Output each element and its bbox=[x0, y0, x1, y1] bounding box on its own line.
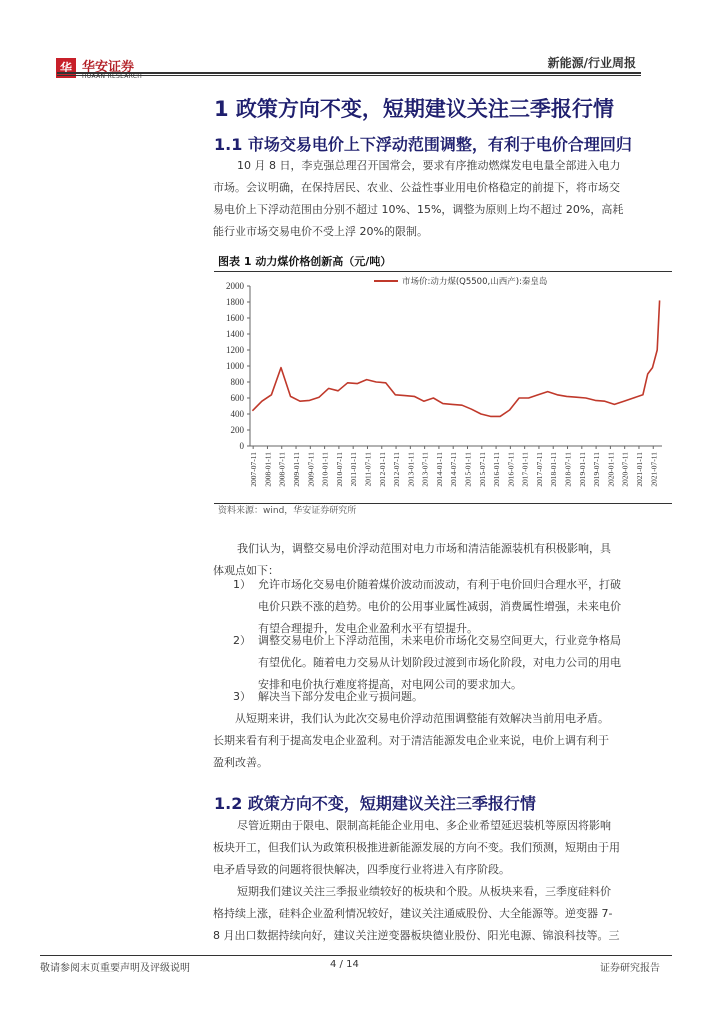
y-tick-label: 1000 bbox=[226, 361, 244, 371]
text-line: 尽管近期由于限电、限制高耗能企业用电、多企业希望延迟装机等原因将影响 bbox=[237, 819, 611, 832]
logo-english: HUAAN RESEARCH bbox=[82, 73, 143, 80]
footer-rule bbox=[40, 955, 672, 956]
text-line: 10 月 8 日，李克强总理召开国常会，要求有序推动燃煤发电电量全部进入电力 bbox=[237, 159, 621, 172]
text-line: 解决当下部分发电企业亏损问题。 bbox=[258, 690, 423, 703]
text-line: 有望合理提升，发电企业盈利水平有望提升。 bbox=[258, 622, 478, 635]
logo-text: 华安证券 bbox=[82, 60, 135, 75]
y-tick-label: 800 bbox=[230, 377, 244, 387]
x-tick-label: 2012-07-11 bbox=[392, 452, 402, 487]
page-number: 4 / 14 bbox=[330, 959, 359, 970]
x-tick-label: 2008-07-11 bbox=[277, 452, 287, 487]
x-tick-label: 2020-01-11 bbox=[606, 452, 616, 487]
y-tick-label: 600 bbox=[230, 393, 244, 403]
text-line: 长期来看有利于提高发电企业盈利。对于清洁能源发电企业来说，电价上调有利于 bbox=[213, 734, 609, 747]
text-line: 允许市场化交易电价随着煤价波动而波动，有利于电价回归合理水平，打破 bbox=[258, 578, 621, 591]
text-line: 调整交易电价上下浮动范围，未来电价市场化交易空间更大，行业竞争格局 bbox=[258, 634, 621, 647]
logo-mark: 华 bbox=[56, 58, 76, 78]
section-heading-1-1: 1.1 市场交易电价上下浮动范围调整，有利于电价合理回归 bbox=[214, 135, 632, 154]
x-tick-label: 2021-01-11 bbox=[634, 452, 644, 487]
x-tick-label: 2014-01-11 bbox=[434, 452, 444, 487]
x-tick-label: 2008-01-11 bbox=[263, 452, 273, 487]
chart-legend bbox=[374, 276, 547, 287]
section-1-1-body bbox=[213, 155, 673, 243]
y-tick-label: 200 bbox=[230, 425, 244, 435]
y-axis-ticks bbox=[226, 281, 250, 451]
x-tick-label: 2017-01-11 bbox=[520, 452, 530, 487]
figure-source: 资料来源：wind，华安证券研究所 bbox=[218, 506, 357, 516]
text-line: 我们认为，调整交易电价浮动范围对电力市场和清洁能源装机有积极影响，具 bbox=[237, 542, 611, 555]
text-line: 电价只跌不涨的趋势。电价的公用事业属性减弱，消费属性增强，未来电价 bbox=[258, 600, 621, 613]
x-tick-label: 2010-01-11 bbox=[320, 452, 330, 487]
figure-title: 图表 1 动力煤价格创新高（元/吨） bbox=[218, 255, 392, 268]
y-tick-label: 2000 bbox=[226, 281, 244, 291]
text-line: 体观点如下： bbox=[213, 564, 279, 577]
list-number: 3） bbox=[233, 690, 251, 703]
x-tick-label: 2016-07-11 bbox=[506, 452, 516, 487]
y-tick-label: 0 bbox=[239, 441, 244, 451]
list-number: 2） bbox=[233, 634, 251, 647]
x-tick-label: 2007-07-11 bbox=[249, 452, 259, 487]
x-tick-label: 2018-01-11 bbox=[549, 452, 559, 487]
x-axis-ticks bbox=[249, 446, 658, 487]
text-line: 从短期来讲，我们认为此次交易电价浮动范围调整能有效解决当前用电矛盾。 bbox=[235, 712, 609, 725]
x-tick-label: 2015-07-11 bbox=[477, 452, 487, 487]
y-tick-label: 1200 bbox=[226, 345, 244, 355]
text-line: 易电价上下浮动范围由分别不超过 10%、15%，调整为原则上均不超过 20%，高耗 bbox=[213, 203, 624, 216]
chart-lines bbox=[252, 300, 659, 416]
x-tick-label: 2016-01-11 bbox=[492, 452, 502, 487]
x-tick-label: 2021-07-11 bbox=[649, 452, 659, 487]
conclusion-paragraph bbox=[213, 708, 673, 774]
section-heading-1-2: 1.2 政策方向不变，短期建议关注三季报行情 bbox=[214, 794, 536, 813]
x-tick-label: 2017-07-11 bbox=[534, 452, 544, 487]
text-line: 盈利改善。 bbox=[213, 756, 268, 769]
x-tick-label: 2009-07-11 bbox=[306, 452, 316, 487]
x-tick-label: 2015-01-11 bbox=[463, 452, 473, 487]
text-line: 安排和电价执行难度将提高，对电网公司的要求加大。 bbox=[258, 678, 522, 691]
section-1-2-body bbox=[213, 815, 673, 947]
y-tick-label: 1800 bbox=[226, 297, 244, 307]
x-tick-label: 2013-07-11 bbox=[420, 452, 430, 487]
x-tick-label: 2013-01-11 bbox=[406, 452, 416, 487]
text-line: 8 月出口数据持续向好，建议关注逆变器板块德业股份、阳光电源、锦浪科技等。三 bbox=[213, 929, 620, 942]
y-tick-label: 1400 bbox=[226, 329, 244, 339]
text-line: 格持续上涨，硅料企业盈利情况较好，建议关注通威股份、大全能源等。逆变器 7- bbox=[213, 907, 613, 920]
y-tick-label: 400 bbox=[230, 409, 244, 419]
footer-report-type: 证券研究报告 bbox=[600, 963, 660, 974]
text-line: 短期我们建议关注三季报业绩较好的板块和个股。从板块来看，三季度硅料价 bbox=[237, 885, 611, 898]
x-tick-label: 2014-07-11 bbox=[449, 452, 459, 487]
x-tick-label: 2020-07-11 bbox=[620, 452, 630, 487]
x-tick-label: 2011-07-11 bbox=[363, 452, 373, 487]
text-line: 有望优化。随着电力交易从计划阶段过渡到市场化阶段，对电力公司的用电 bbox=[258, 656, 621, 669]
report-type: 新能源/行业周报 bbox=[547, 56, 636, 70]
x-tick-label: 2011-01-11 bbox=[349, 452, 359, 487]
header-rule bbox=[57, 72, 641, 74]
text-line: 板块开工，但我们认为政策积极推进新能源发展的方向不变。我们预测，短期由于用 bbox=[213, 841, 620, 854]
y-tick-label: 1600 bbox=[226, 313, 244, 323]
x-tick-label: 2019-07-11 bbox=[592, 452, 602, 487]
list-number: 1） bbox=[233, 578, 251, 591]
chart-axes bbox=[250, 286, 662, 446]
legend-label: 市场价:动力煤(Q5500,山西产):秦皇岛 bbox=[402, 277, 548, 287]
page-title: 1 政策方向不变，短期建议关注三季报行情 bbox=[214, 97, 614, 121]
x-tick-label: 2012-01-11 bbox=[377, 452, 387, 487]
text-line: 电矛盾导致的问题将很快解决，四季度行业将进入有序阶段。 bbox=[213, 863, 510, 876]
coal-price-chart bbox=[214, 274, 672, 502]
text-line: 能行业市场交易电价不受上浮 20%的限制。 bbox=[213, 225, 428, 238]
series-line bbox=[252, 300, 659, 416]
x-tick-label: 2009-01-11 bbox=[292, 452, 302, 487]
text-line: 市场。会议明确，在保持居民、农业、公益性事业用电价格稳定的前提下，将市场交 bbox=[213, 181, 620, 194]
footer-disclaimer: 敬请参阅末页重要声明及评级说明 bbox=[40, 963, 190, 974]
x-tick-label: 2010-07-11 bbox=[334, 452, 344, 487]
x-tick-label: 2019-01-11 bbox=[577, 452, 587, 487]
list-item-3 bbox=[258, 686, 423, 708]
header-rule-thin bbox=[57, 75, 641, 76]
figure-rule-top bbox=[214, 271, 672, 272]
x-tick-label: 2018-07-11 bbox=[563, 452, 573, 487]
